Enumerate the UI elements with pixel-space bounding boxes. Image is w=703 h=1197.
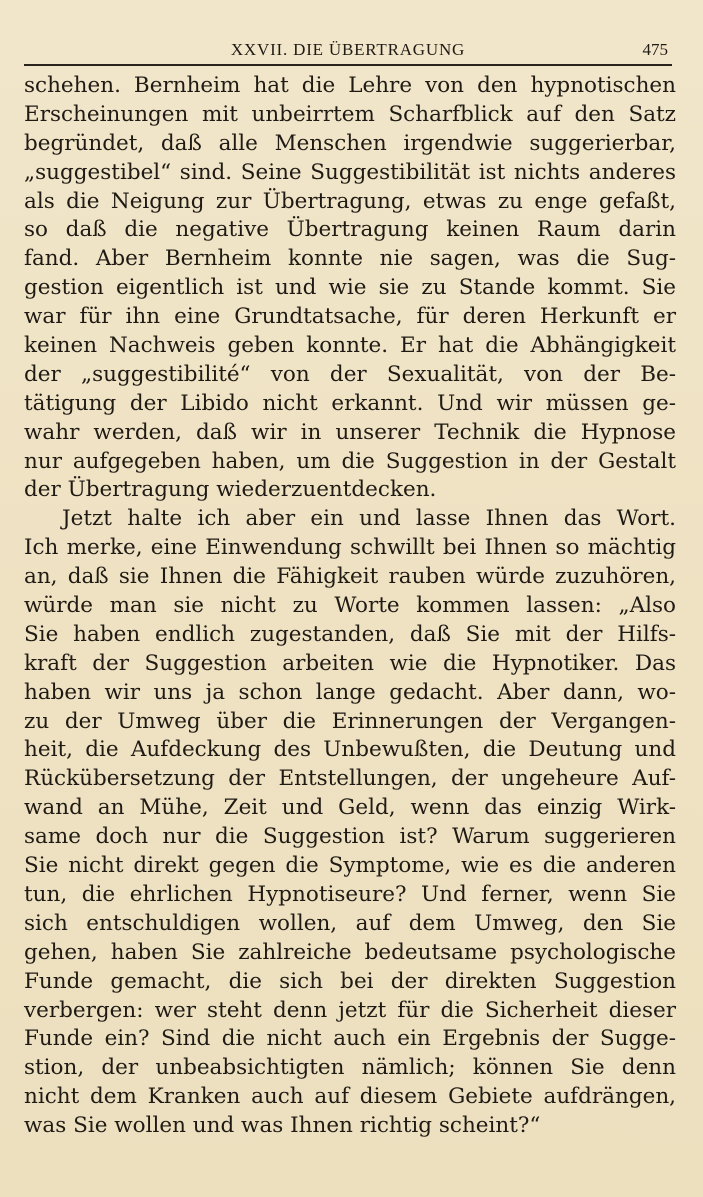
paragraph-end-line: was Sie wollen und was Ihnen richtig scheint?“ [24,1113,541,1139]
text-line: Rückübersetzung der Entstellungen, der ungeheure Auf- [24,766,676,792]
text-line: Erscheinungen mit unbeirrtem Scharfblick auf den Satz [24,101,676,127]
text-line: same doch nur die Suggestion ist? Warum suggerieren [24,824,676,850]
page-number: 475 [642,40,668,59]
text-line: stion, der unbeabsichtigten nämlich; können Sie denn [24,1055,676,1081]
text-line: nicht dem Kranken auch auf diesem Gebiete aufdrängen, [24,1084,676,1110]
text-line: Funde gemacht, die sich bei der direkten Suggestion [24,968,676,994]
text-line: Sie nicht direkt gegen die Symptome, wie es die anderen [24,853,676,879]
text-line: Sie haben endlich zugestanden, daß Sie mit der Hilfs- [24,621,676,647]
text-line: so daß die negative Übertragung keinen Raum darin [24,217,676,243]
text-line: sich entschuldigen wollen, auf dem Umweg, den Sie [24,910,676,936]
text-line: gehen, haben Sie zahlreiche bedeutsame psychologische [24,939,676,965]
text-line: haben wir uns ja schon lange gedacht. Aber dann, wo- [24,679,676,705]
text-line: würde man sie nicht zu Worte kommen lassen: „Also [24,593,676,619]
text-line: wahr werden, daß wir in unserer Technik die Hypnose [24,419,676,445]
text-line: nur aufgegeben haben, um die Suggestion in der Gestalt [24,448,676,474]
text-line: kraft der Suggestion arbeiten wie die Hypnotiker. Das [24,650,676,676]
text-line: der „suggestibilité“ von der Sexualität, von der Be- [24,361,676,387]
text-line: keinen Nachweis geben konnte. Er hat die Abhängigkeit [24,333,676,359]
running-header [24,38,672,66]
paragraph-end-line: der Übertragung wiederzuentdecken. [24,477,437,503]
text-line: verbergen: wer steht denn jetzt für die Sicherheit dieser [24,997,676,1023]
text-line: Ich merke, eine Einwendung schwillt bei Ihnen so mächtig [24,535,676,561]
text-line: als die Neigung zur Übertragung, etwas zu enge gefaßt, [24,188,676,214]
body-text [24,72,676,1141]
text-line: Funde ein? Sind die nicht auch ein Ergebnis der Sugge- [24,1026,676,1052]
text-line: zu der Umweg über die Erinnerungen der Vergangen- [24,708,676,734]
paragraph-start-line: Jetzt halte ich aber ein und lasse Ihnen das Wort. [62,506,676,532]
text-line: an, daß sie Ihnen die Fähigkeit rauben würde zuzuhören, [24,564,676,590]
text-line: tun, die ehrlichen Hypnotiseure? Und ferner, wenn Sie [24,881,676,907]
text-line: „suggestibel“ sind. Seine Suggestibilität ist nichts anderes [24,159,676,185]
text-line: heit, die Aufdeckung des Unbewußten, die Deutung und [24,737,676,763]
text-line: war für ihn eine Grundtatsache, für deren Herkunft er [24,304,676,330]
text-line: fand. Aber Bernheim konnte nie sagen, was die Sug- [24,246,676,272]
text-line: tätigung der Libido nicht erkannt. Und wir müssen ge- [24,390,676,416]
text-line: gestion eigentlich ist und wie sie zu Stande kommt. Sie [24,275,676,301]
text-line: begründet, daß alle Menschen irgendwie suggerierbar, [24,130,676,156]
text-line: wand an Mühe, Zeit und Geld, wenn das einzig Wirk- [24,795,676,821]
chapter-title: XXVII. DIE ÜBERTRAGUNG [230,40,466,59]
text-line: schehen. Bernheim hat die Lehre von den hypnotischen [24,73,676,98]
